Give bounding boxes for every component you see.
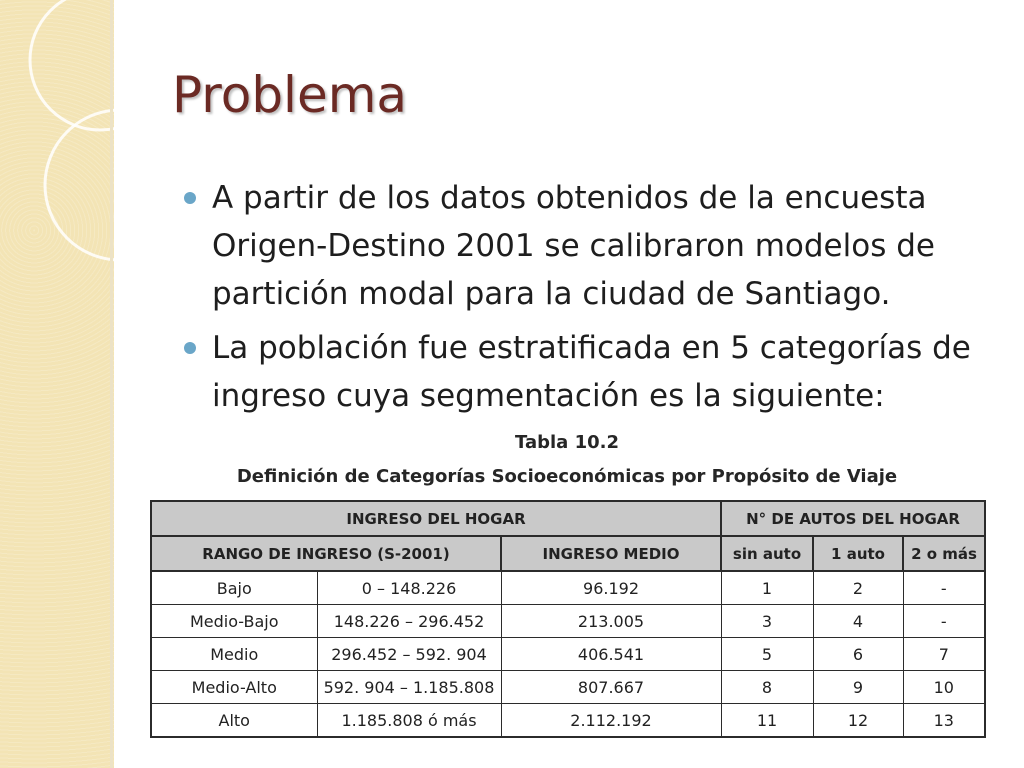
cell-sin-auto: 1 [721,571,813,605]
cell-sin-auto: 8 [721,671,813,704]
header-autos-hogar: N° DE AUTOS DEL HOGAR [721,501,985,536]
table-row [151,571,985,605]
cell-range: 0 – 148.226 [317,571,501,605]
cell-range: 1.185.808 ó más [317,704,501,738]
sidebar-divider [110,0,113,768]
table-row [151,605,985,638]
header-1-auto: 1 auto [813,536,903,571]
cell-category: Medio-Alto [151,671,317,704]
cell-1-auto: 12 [813,704,903,738]
income-categories-table [150,500,986,738]
slide-title: Problema [172,66,408,124]
cell-2-o-mas: 7 [903,638,985,671]
cell-category: Medio [151,638,317,671]
bullet-item [184,174,1004,318]
cell-category: Bajo [151,571,317,605]
bullet-list [184,174,1004,426]
bullet-dot-icon [184,192,196,204]
cell-1-auto: 6 [813,638,903,671]
bullet-text: La población fue estratificada en 5 categorías de ingreso cuya segmentación es la siguiente: [212,330,971,414]
deco-circle-bottom [45,110,114,260]
cell-2-o-mas: 10 [903,671,985,704]
cell-range: 296.452 – 592. 904 [317,638,501,671]
header-ingreso-hogar: INGRESO DEL HOGAR [151,501,721,536]
header-ingreso-medio: INGRESO MEDIO [501,536,721,571]
cell-category: Medio-Bajo [151,605,317,638]
cell-2-o-mas: 13 [903,704,985,738]
table-row [151,704,985,738]
cell-mean-income: 807.667 [501,671,721,704]
cell-sin-auto: 3 [721,605,813,638]
cell-mean-income: 213.005 [501,605,721,638]
cell-sin-auto: 5 [721,638,813,671]
cell-sin-auto: 11 [721,704,813,738]
table-column-header-row [151,536,985,571]
table-group-header-row [151,501,985,536]
table-row [151,671,985,704]
cell-1-auto: 4 [813,605,903,638]
bullet-dot-icon [184,342,196,354]
deco-circle-top [30,0,114,130]
decorative-circles [0,0,114,768]
cell-2-o-mas: - [903,571,985,605]
cell-1-auto: 9 [813,671,903,704]
bullet-item [184,324,1004,420]
table-caption-title: Tabla 10.2 [515,432,619,453]
cell-mean-income: 2.112.192 [501,704,721,738]
header-2-o-mas: 2 o más [903,536,985,571]
decorative-sidebar [0,0,114,768]
table-caption-subtitle: Definición de Categorías Socioeconómicas por Propósito de Viaje [236,466,898,487]
cell-range: 592. 904 – 1.185.808 [317,671,501,704]
cell-2-o-mas: - [903,605,985,638]
cell-1-auto: 2 [813,571,903,605]
cell-category: Alto [151,704,317,738]
bullet-text: A partir de los datos obtenidos de la encuesta Origen-Destino 2001 se calibraron modelos de partición modal para la ciudad de Santiago. [212,180,935,312]
cell-mean-income: 406.541 [501,638,721,671]
header-sin-auto: sin auto [721,536,813,571]
cell-mean-income: 96.192 [501,571,721,605]
header-rango-ingreso: RANGO DE INGRESO (S-2001) [151,536,501,571]
cell-range: 148.226 – 296.452 [317,605,501,638]
table-row [151,638,985,671]
